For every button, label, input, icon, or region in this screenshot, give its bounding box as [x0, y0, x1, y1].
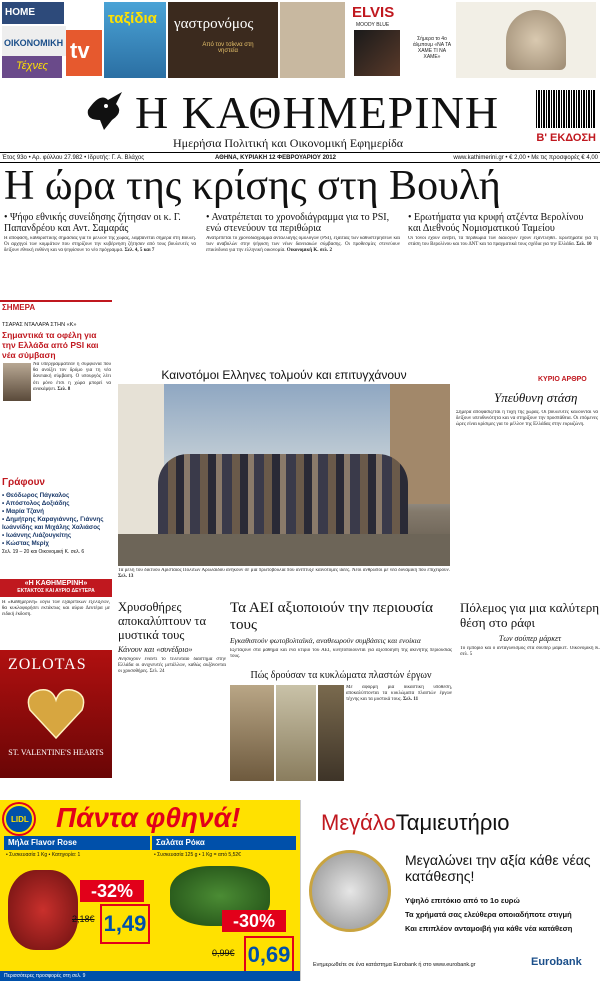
plastics-painting-2	[276, 685, 316, 781]
masthead	[0, 82, 600, 152]
eurobank-title	[321, 810, 509, 836]
promo-singer[interactable]	[456, 2, 596, 78]
story-aei-title[interactable]: Τα ΑΕΙ αξιοποιούν την περιουσία τους	[230, 600, 434, 633]
main-headline[interactable]: Η ώρα της κρίσης στη Βουλή	[4, 163, 501, 209]
lidl-item2-name: Σαλάτα Ρόκα	[152, 836, 296, 850]
plastics-title[interactable]: Πώς δρούσαν τα κυκλώματα πλαστών έργων	[250, 670, 432, 681]
promo-album-text-label: Σήμερα το 4ο άλμπουμ «ΝΑ ΤΑ ΧΑΜΕ ΤΙ ΝΑ ΧΑΜΕ»	[412, 36, 452, 60]
photo-caption	[118, 568, 450, 592]
writer-item[interactable]: • Κώστας Μερίχ	[2, 540, 50, 547]
writer-item[interactable]: • Μαρία Τζανή	[2, 508, 44, 515]
editorial-box	[454, 370, 600, 596]
plastics-body	[346, 685, 452, 781]
masthead-subtitle: Ημερήσια Πολιτική και Οικονομική Εφημερίδα	[173, 136, 404, 150]
eurobank-footer: Ενημερωθείτε σε ένα κατάστημα Eurobank ή στο www.eurobank.gr	[313, 962, 476, 968]
promo-texnes[interactable]	[2, 56, 62, 78]
eurobank-bullet: Τα χρήματά σας ελεύθερα οποιαδήποτε στιγμή	[405, 910, 572, 919]
writer-item[interactable]: • Ιωάννης Λιάζουγκίτης	[2, 532, 72, 539]
lidl-logo-icon	[4, 804, 34, 834]
promo-elvis-label: ELVIS	[352, 4, 395, 21]
promo-tv[interactable]	[66, 30, 102, 76]
lidl-item1-name: Μήλα Flavor Rose	[4, 836, 150, 850]
group-photo	[118, 384, 450, 566]
promo-oikonomiki-label: ΟΙΚΟΝΟΜΙΚΗ	[4, 38, 64, 48]
story-aei-sub: Εγκαθιστούν φωτοβολταϊκά, αναθεωρούν συμβάσεις και ενοίκια	[230, 636, 421, 645]
masthead-title[interactable]: Η ΚΑΘΗΜΕΡΙΝΗ	[135, 87, 500, 138]
lead-column-2	[206, 236, 400, 358]
lead-column-1-text: Η απόφαση, καθοριστικής σημασίας για το μέλλον της χώρας, λαμβάνεται σήμερα στη Βουλή. Οι αρχηγοί των κομμάτων που στηρίζουν την κυβέρνηση ζήτησαν από τους βουλευτές να δείξουν εθνική ευθύνη και να ψηφίσουν το νέο πρόγραμμα.	[4, 236, 196, 254]
interview-title[interactable]: Σημαντικά τα οφέλη για την Ελλάδα από PSI και νέα σύμβαση	[2, 330, 99, 360]
lead-column-1-ref[interactable]: Σελ. 4, 5 και 7	[124, 248, 155, 254]
zolotas-brand: ZOLOTAS	[8, 656, 87, 673]
interview-photo	[3, 363, 31, 401]
writers-ref: Σελ. 19 – 20 και Οικονομική Κ. σελ. 6	[2, 549, 85, 555]
promo-oikonomiki[interactable]	[2, 26, 66, 56]
lidl-item2-detail: • Συσκευασία 125 g • 1 Kg = από 5,52€	[154, 852, 241, 858]
story-supermarket-body: Το εμπόριο και ο ανταγωνισμός στα σούπερ μάρκετ. Οικονομική Κ. σελ. 5	[460, 646, 600, 658]
promo-elvis[interactable]	[348, 2, 408, 78]
editorial-label: ΚΥΡΙΟ ΑΡΘΡΟ	[538, 376, 587, 383]
eurobank-title-red: Μεγάλο	[321, 810, 396, 835]
barcode	[536, 90, 596, 128]
subhead-2[interactable]: • Ανατρέπεται το χρονοδιάγραμμα για το PSI, ενώ στενεύουν τα περιθώρια	[206, 212, 390, 234]
eurobank-title-black: Ταμιευτήριο	[395, 810, 510, 835]
lead-column-2-text: Ανατρέπεται το χρονοδιάγραμμα ανταλλαγής ομολόγων (PSI), εξαιτίας των καθυστερήσεων και των αναβολών στην ψήφιση των νέων δανειακών σύμβασης. Οι προθεσμίες στενεύουν επικίνδυνα για την ελληνική οικονομία.	[206, 236, 400, 254]
lidl-item2-old-price: 0,99€	[212, 948, 235, 958]
today-label: ΣΗΜΕΡΑ	[2, 303, 36, 312]
lead-column-3-ref[interactable]: Σελ. 10	[576, 242, 592, 248]
promo-home-label: HOME	[5, 7, 35, 18]
photo-ground	[118, 534, 450, 566]
story-supermarket-title[interactable]: Πόλεμος για μια καλύτερη θέση στο ράφι	[460, 600, 600, 630]
story-supermarket[interactable]	[460, 600, 600, 766]
writer-item[interactable]: • Δημήτρης Καραγιάννης, Γιάννης Ιωάννίδης και Μιχάλης Χαλιάσος	[2, 516, 104, 531]
kathimerini-extra-label: «Η ΚΑΘΗΜΕΡΙΝΗ»	[24, 580, 88, 587]
writers-list	[2, 492, 112, 556]
story-gold-title[interactable]: Χρυσοθήρες αποκαλύπτουν τα μυστικά τους	[118, 600, 206, 642]
kathimerini-extra-banner[interactable]	[0, 579, 112, 597]
photo-people-group	[158, 454, 408, 534]
apples-image	[8, 870, 78, 950]
euro-coin-icon	[309, 850, 391, 932]
promo-home[interactable]	[2, 2, 64, 24]
lead-column-2-ref[interactable]: Οικονομική Κ. σελ. 2	[286, 248, 333, 254]
plastics-body-text: Με αφορμή μια δικαστική υπόθεση, αποκαλύπτονται τα κυκλώματα πλαστών έργων τέχνης και τα μυστικά τους.	[346, 685, 452, 703]
plastics-painting-1	[230, 685, 274, 781]
edition-label: Β' ΕΚΔΟΣΗ	[536, 132, 596, 144]
subhead-3[interactable]: • Ερωτήματα για κρυφή ατζέντα Βερολίνου και Διεθνούς Νομισματικού Ταμείου	[408, 212, 584, 234]
lidl-item2-new-price: 0,69	[244, 936, 294, 974]
promo-album-text[interactable]	[410, 2, 454, 78]
interview-body	[33, 362, 111, 432]
zolotas-ad[interactable]	[0, 650, 112, 778]
story-gold-body: Ανησυχούν έναντι το τελευταίο διάστημα στην Ελλάδα οι ανιχνευτές μετάλλων, καθώς αυξάνονται οι χρυσοθήρες. Σελ. 24	[118, 657, 226, 675]
story-aei[interactable]	[230, 600, 452, 678]
kathimerini-extra-body: Η «Καθημερινή» λόγω των εξαιρετικών εξελίξεων, θα κυκλοφορήσει εκτάκτως και αύριο Δευτέρα με ειδική έκδοση.	[2, 600, 110, 618]
eurobank-logo: Eurobank	[531, 956, 582, 968]
eurobank-bullet: Υψηλό επιτόκιο από το 1ο ευρώ	[405, 896, 520, 905]
today-bar	[0, 300, 112, 310]
editorial-body: Σήμερα αποφασίζεται η τύχη της χώρας. Οι βουλευτές καλούνται να δείξουν υπευθυνότητα και να στηρίξουν την προσπάθεια. Οι επόμενες ώρες είναι κρίσιμες για το μέλλον της Ελλάδας στην ευρωζώνη.	[456, 410, 598, 428]
writer-item[interactable]: • Θεόδωρος Πάγκαλος	[2, 492, 70, 499]
story-gold[interactable]	[118, 600, 226, 751]
dateline-center: ΑΘΗΝΑ, ΚΥΡΙΑΚΗ 12 ΦΕΒΡΟΥΑΡΙΟΥ 2012	[215, 155, 336, 161]
heart-pendant-icon	[24, 682, 88, 742]
story-supermarket-sub: Των σούπερ μάρκετ	[498, 634, 562, 643]
dateline	[0, 152, 600, 163]
interview-label: ΤΣΑΡΑΣ ΝΤΑΛΑΡΑ ΣΤΗΝ «Κ»	[2, 322, 77, 328]
promo-texnes-label: Τέχνες	[16, 60, 48, 72]
kathimerini-extra-sub: ΕΚΤΑΚΤΟΣ ΚΑΙ ΑΥΡΙΟ ΔΕΥΤΕΡΑ	[17, 588, 95, 594]
eurobank-ad[interactable]	[300, 800, 600, 981]
story-aei-body: Εξετάζουν στα μάθημα και ένα κτίριο του ΑΕΙ, κινητοποιούνται για αξιοποίηση της ακίνητης περιουσίας τους.	[230, 648, 452, 660]
eurobank-bullet: Και επιπλέον ανταμοιβή για κάθε νέα κατάθεση	[405, 924, 573, 933]
writer-item[interactable]: • Απόστολος Δοξιάδης	[2, 500, 70, 507]
lidl-logo-text: LIDL	[11, 815, 29, 824]
interview-body-text: Να υπεργραμματέαν η συμφωνία που θα ανοίξει τον δρόμο για τη νέα δανειακή σύμβαση. Ο υπουργός λέει ότι μόνο έτσι η χώρα μπορεί να ανακάμψει.	[33, 362, 111, 392]
dateline-left: Έτος 93ο • Αρ. φύλλου 27.982 • Ιδρυτής: Γ. Α. Βλάχος	[2, 155, 145, 161]
lidl-item1-old-price: 2,18€	[72, 914, 95, 924]
interview-ref[interactable]: Σελ. 8	[57, 386, 71, 392]
lead-column-1	[4, 236, 196, 296]
subhead-1[interactable]: • Ψήφο εθνικής συνείδησης ζήτησαν οι κ. Γ. Παπανδρέου και Αντ. Σαμαράς	[4, 212, 181, 234]
lidl-item1-detail: • Συσκευασία 1 Kg • Κατηγορία: 1	[6, 852, 81, 858]
promo-cover-art[interactable]	[280, 2, 345, 78]
owl-logo-icon	[82, 86, 128, 132]
plastics-painting-3	[318, 685, 344, 781]
lidl-item1-new-price: 1,49	[100, 904, 150, 944]
promo-taxidia[interactable]	[104, 2, 166, 78]
editorial-title[interactable]: Υπεύθυνη στάση	[494, 390, 578, 405]
promo-taxidia-label: ταξίδια	[108, 10, 157, 27]
promo-tv-label: tv	[70, 38, 90, 63]
promo-singer-photo	[506, 10, 566, 70]
story-gold-sub: Κάνουν και «συνέδριο»	[118, 645, 193, 654]
eurobank-bullets	[405, 894, 599, 936]
plastics-ref[interactable]: Σελ. 11	[403, 697, 419, 703]
lead-column-3-text: Οι τόνοι έχουν ανέβει, τα περιθώρια των διαλόγων έχουν εξαντληθεί. Ερωτήματα για τη στάση του Βερολίνου και του ΔΝΤ και τα πραγματικά τους σχέδια για την Ελλάδα.	[408, 236, 598, 248]
lead-column-3	[408, 236, 598, 358]
photo-caption-text: Τα μέλη του δικτύου Αρίσταιος Πολιτών Αρωλαίδου ανήκουν σε μια πρωτοβουλία που ανέπτυξε καινοτόμες ιδέες. Νέοι άνθρωποι με νέα δυναμική που επιχειρούν.	[118, 568, 450, 573]
lidl-item1-discount: -32%	[80, 880, 144, 902]
promo-strip	[0, 0, 600, 82]
promo-gastronomos[interactable]	[168, 2, 278, 78]
promo-gastronomos-tagline: Από τον τσίκνα στη νηστεία	[202, 42, 254, 54]
promo-gastronomos-label: γαστρονόμος	[174, 16, 254, 32]
photo-caption-ref[interactable]: Σελ. 13	[118, 574, 134, 580]
lidl-ad[interactable]	[0, 800, 300, 981]
photo-title[interactable]: Καινοτόμοι Ελληνες τολμούν και επιτυγχάνουν	[118, 368, 450, 382]
lidl-banner: Πάντα φθηνά!	[56, 802, 241, 833]
lidl-footer: Περισσότερες προσφορές στη σελ. 9	[0, 971, 300, 981]
promo-elvis-album: MOODY BLUE	[356, 22, 390, 28]
writers-title: Γράφουν	[2, 477, 45, 488]
dateline-right: www.kathimerini.gr • € 2,00 • Με τις προσφορές € 4,00	[453, 155, 598, 161]
valentines-text: ST. VALENTINE'S HEARTS	[8, 748, 104, 757]
lidl-item2-discount: -30%	[222, 910, 286, 932]
promo-elvis-cover	[354, 30, 400, 76]
eurobank-headline: Μεγαλώνει την αξία κάθε νέας κατάθεσης!	[405, 852, 591, 884]
